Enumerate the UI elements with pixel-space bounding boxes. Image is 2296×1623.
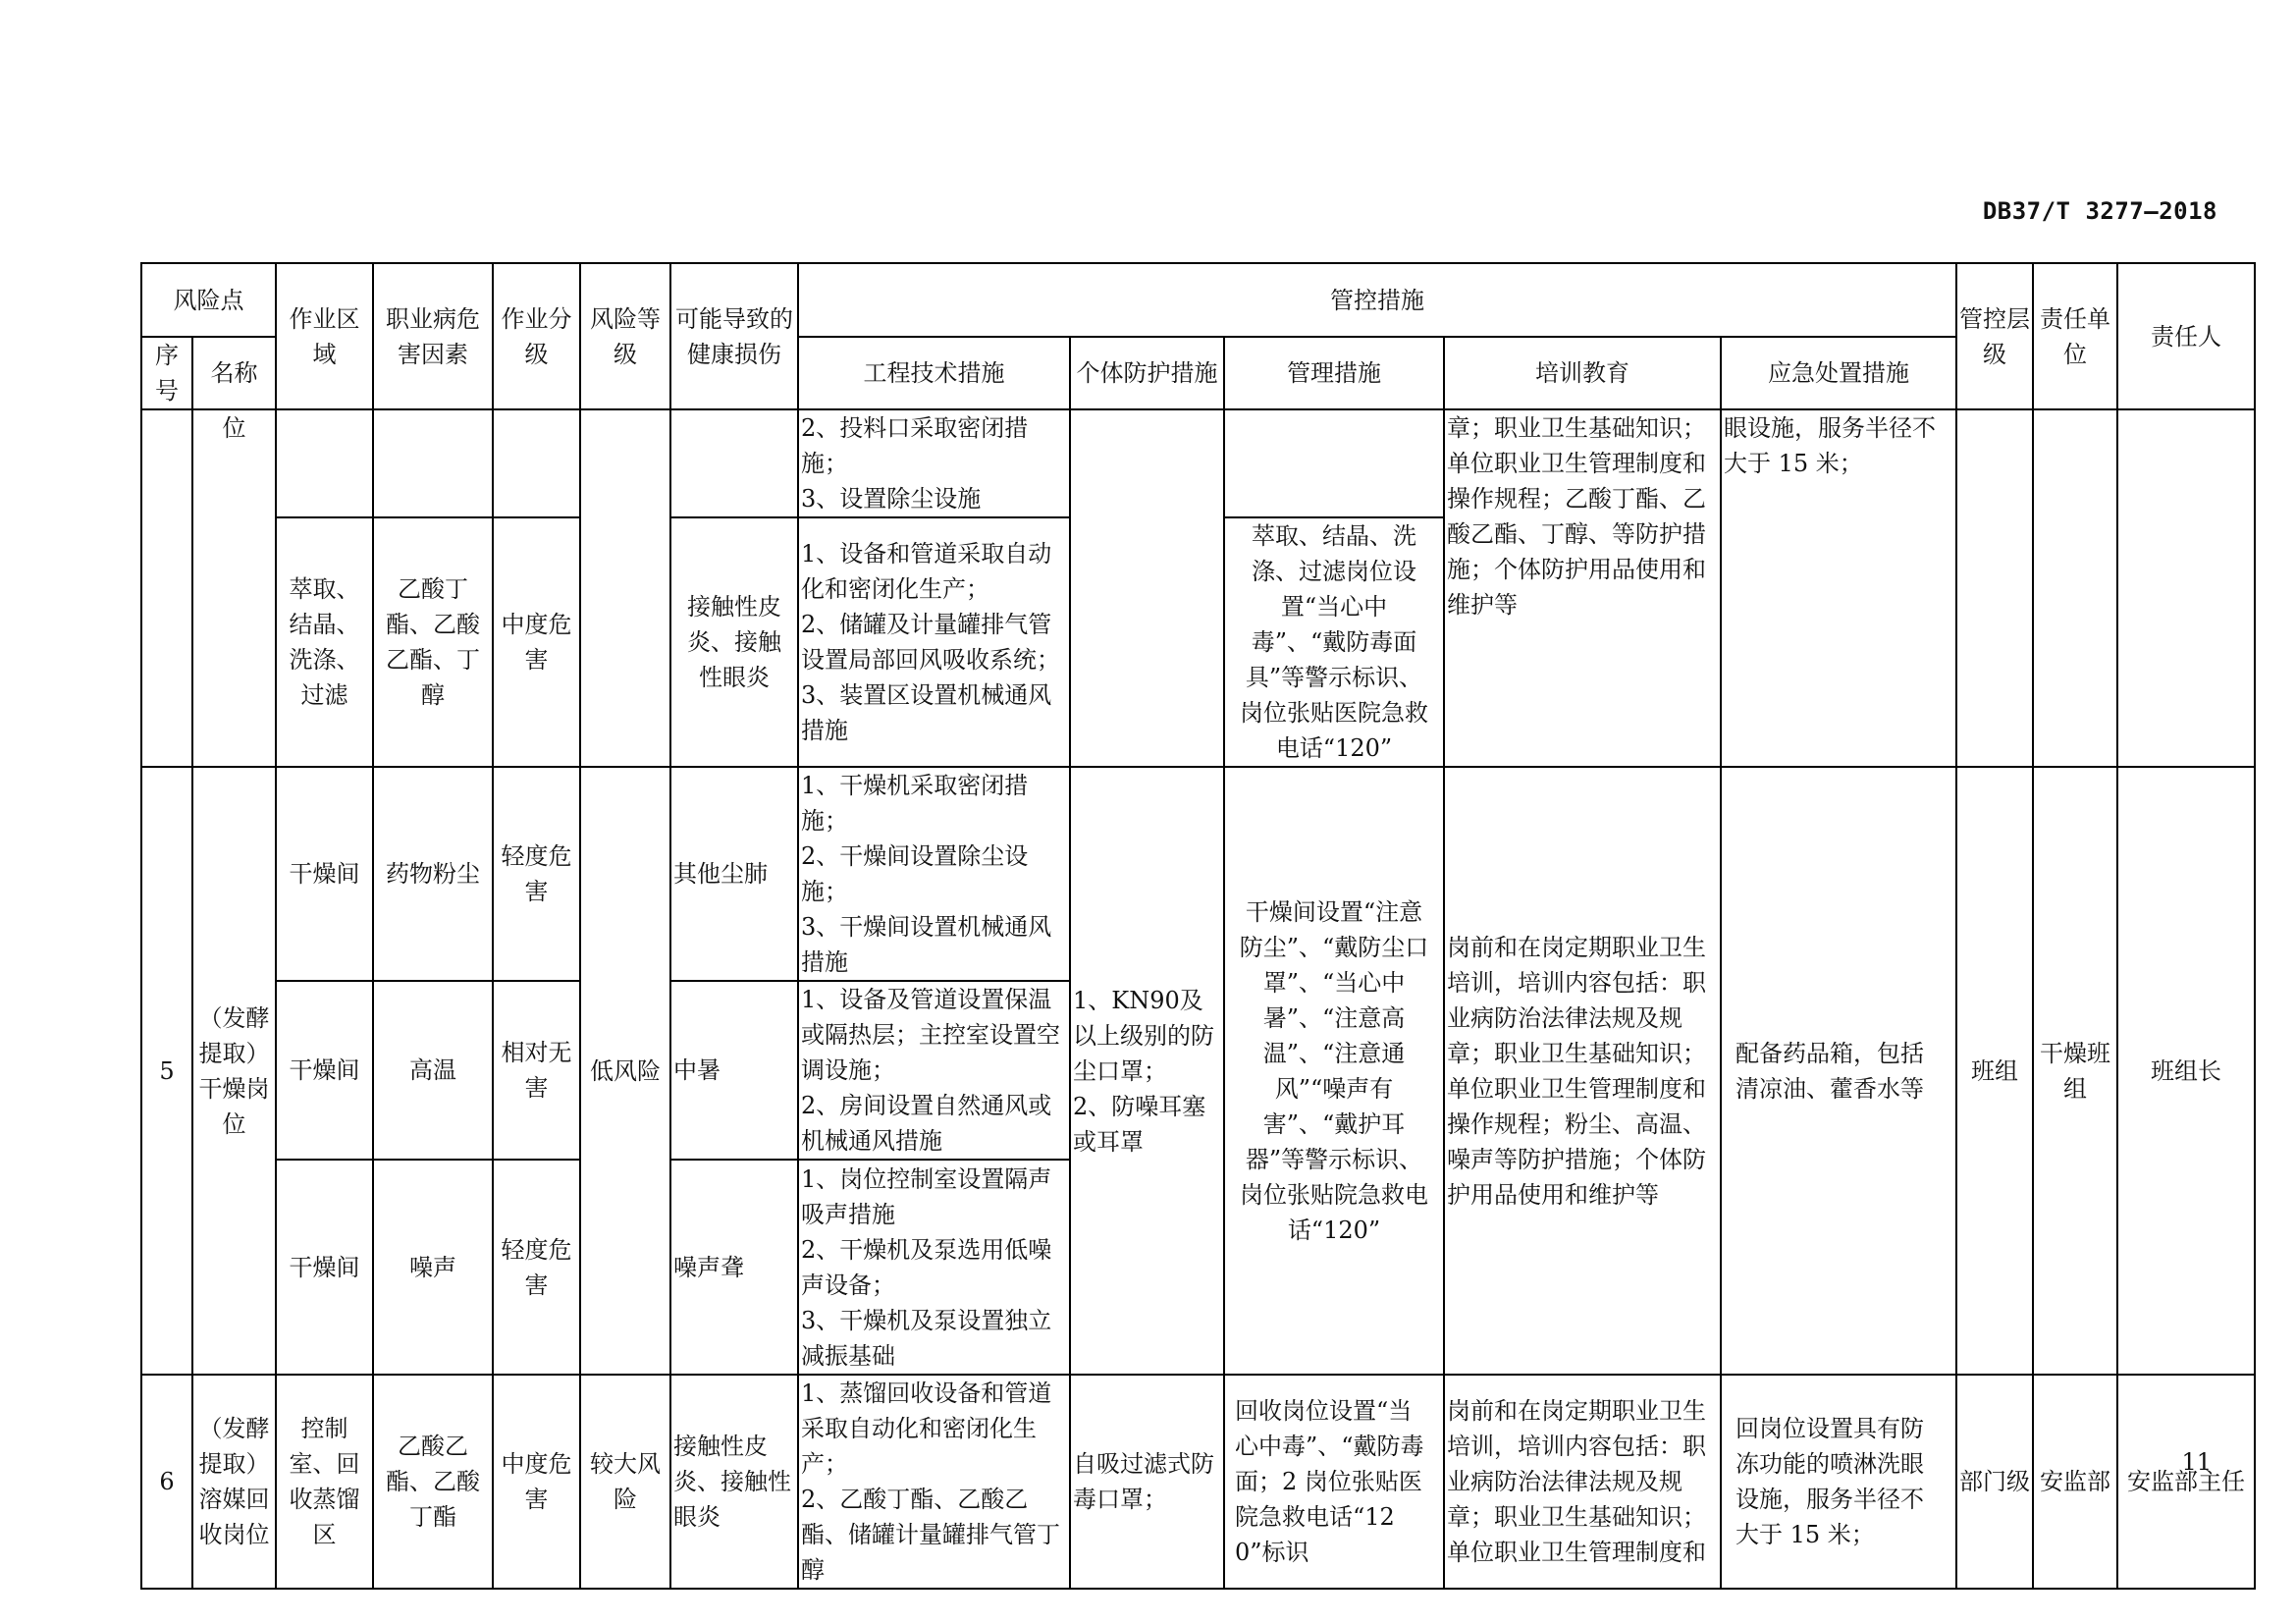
- cont-management-2: 萃取、结晶、洗涤、过滤岗位设置“当心中毒”、“戴防毒面具”等警示标识、岗位张贴医院急救电话“120”: [1224, 517, 1444, 767]
- cont-engineering-2: 1、设备和管道采取自动化和密闭化生产； 2、储罐及计量罐排气管设置局部回风吸收系统； 3、装置区设置机械通风措施: [798, 517, 1070, 767]
- cont-name: 位: [192, 409, 276, 767]
- cont-seq: [141, 409, 192, 767]
- document-number: DB37/T 3277—2018: [1982, 197, 2217, 225]
- block6-damage: 接触性皮炎、接触性眼炎: [670, 1375, 798, 1589]
- block5-grade-3: 轻度危害: [493, 1160, 580, 1375]
- cont-hazard: [373, 409, 493, 517]
- block5-emergency: 配备药品箱，包括清凉油、藿香水等: [1721, 767, 1956, 1375]
- cont-grade: [493, 409, 580, 517]
- block6-management: 回收岗位设置“当心中毒”、“戴防毒面；2 岗位张贴医院急救电话“120”标识: [1224, 1375, 1444, 1589]
- block6-training: 岗前和在岗定期职业卫生培训，培训内容包括：职业病防治法律法规及规章；职业卫生基础知识；单位职业卫生管理制度和: [1444, 1375, 1721, 1589]
- cont-unit: [2033, 409, 2117, 767]
- cont-damage-2: 接触性皮炎、接触性眼炎: [670, 517, 798, 767]
- block5-management: 干燥间设置“注意防尘”、“戴防尘口罩”、“当心中暑”、“注意高温”、“注意通风”“噪声有害”、“戴护耳器”等警示标识、岗位张贴院急救电话“120”: [1224, 767, 1444, 1375]
- header-risk-level: 风险等级: [580, 263, 670, 409]
- header-name: 名称: [192, 337, 276, 409]
- block5-ppe: 1、KN90及以上级别的防尘口罩； 2、防噪耳塞或耳罩: [1070, 767, 1224, 1375]
- header-grade: 作业分级: [493, 263, 580, 409]
- cont-grade-2: 中度危害: [493, 517, 580, 767]
- block6-person: 安监部主任: [2117, 1375, 2255, 1589]
- block5-person: 班组长: [2117, 767, 2255, 1375]
- block5-damage-2: 中暑: [670, 981, 798, 1160]
- block5-hazard-1: 药物粉尘: [373, 767, 493, 981]
- cont-management-1: [1224, 409, 1444, 517]
- block5-damage-3: 噪声聋: [670, 1160, 798, 1375]
- block5-seq: 5: [141, 767, 192, 1375]
- block6-hazard: 乙酸乙酯、乙酸丁酯: [373, 1375, 493, 1589]
- block6-name: （发酵提取）溶媒回收岗位: [192, 1375, 276, 1589]
- cont-ppe: [1070, 409, 1224, 767]
- block5-grade-2: 相对无害: [493, 981, 580, 1160]
- block6-seq: 6: [141, 1375, 192, 1589]
- cont-risk-level: [580, 409, 670, 767]
- header-training: 培训教育: [1444, 337, 1721, 409]
- risk-control-table: [140, 262, 2256, 1590]
- block5-name: （发酵提取）干燥岗位: [192, 767, 276, 1375]
- page-number: 11: [2181, 1448, 2212, 1476]
- header-area: 作业区域: [276, 263, 373, 409]
- cont-damage: [670, 409, 798, 517]
- block6-unit: 安监部: [2033, 1375, 2117, 1589]
- block5-engineering-3: 1、岗位控制室设置隔声吸声措施 2、干燥机及泵选用低噪声设备； 3、干燥机及泵设置独立减振基础: [798, 1160, 1070, 1375]
- header-hazard: 职业病危害因素: [373, 263, 493, 409]
- header-person: 责任人: [2117, 263, 2255, 409]
- block5-training: 岗前和在岗定期职业卫生培训，培训内容包括：职业病防治法律法规及规章；职业卫生基础知识；单位职业卫生管理制度和操作规程；粉尘、高温、噪声等防护措施；个体防护用品使用和维护等: [1444, 767, 1721, 1375]
- block5-engineering-1: 1、干燥机采取密闭措施； 2、干燥间设置除尘设施； 3、干燥间设置机械通风措施: [798, 767, 1070, 981]
- block6-risk-level: 较大风险: [580, 1375, 670, 1589]
- block5-area-1: 干燥间: [276, 767, 373, 981]
- block6-grade: 中度危害: [493, 1375, 580, 1589]
- block6-engineering: 1、蒸馏回收设备和管道采取自动化和密闭化生产； 2、乙酸丁酯、乙酸乙酯、储罐计量罐排气管丁醇: [798, 1375, 1070, 1589]
- cont-hazard-2: 乙酸丁酯、乙酸乙酯、丁醇: [373, 517, 493, 767]
- cont-area-2: 萃取、结晶、洗涤、过滤: [276, 517, 373, 767]
- cont-area: [276, 409, 373, 517]
- header-control-measures: 管控措施: [798, 263, 1956, 337]
- block5-control-level: 班组: [1956, 767, 2033, 1375]
- cont-engineering-1: 2、投料口采取密闭措施； 3、设置除尘设施: [798, 409, 1070, 517]
- block5-unit: 干燥班组: [2033, 767, 2117, 1375]
- block5-hazard-3: 噪声: [373, 1160, 493, 1375]
- block5-hazard-2: 高温: [373, 981, 493, 1160]
- cont-emergency: 眼设施，服务半径不大于 15 米；: [1721, 409, 1956, 767]
- block5-engineering-2: 1、设备及管道设置保温或隔热层；主控室设置空调设施； 2、房间设置自然通风或机械通风措施: [798, 981, 1070, 1160]
- header-engineering: 工程技术措施: [798, 337, 1070, 409]
- cont-control-level: [1956, 409, 2033, 767]
- block5-area-2: 干燥间: [276, 981, 373, 1160]
- header-unit: 责任单位: [2033, 263, 2117, 409]
- block6-area: 控制室、回收蒸馏区: [276, 1375, 373, 1589]
- block5-risk-level: 低风险: [580, 767, 670, 1375]
- block6-control-level: 部门级: [1956, 1375, 2033, 1589]
- cont-training: 章；职业卫生基础知识；单位职业卫生管理制度和操作规程；乙酸丁酯、乙酸乙酯、丁醇、等防护措施；个体防护用品使用和维护等: [1444, 409, 1721, 767]
- block5-area-3: 干燥间: [276, 1160, 373, 1375]
- cont-person: [2117, 409, 2255, 767]
- header-management: 管理措施: [1224, 337, 1444, 409]
- header-risk-point: 风险点: [141, 263, 276, 337]
- block6-ppe: 自吸过滤式防毒口罩；: [1070, 1375, 1224, 1589]
- header-control-level: 管控层级: [1956, 263, 2033, 409]
- header-damage: 可能导致的健康损伤: [670, 263, 798, 409]
- header-ppe: 个体防护措施: [1070, 337, 1224, 409]
- block5-grade-1: 轻度危害: [493, 767, 580, 981]
- block5-damage-1: 其他尘肺: [670, 767, 798, 981]
- header-seq: 序号: [141, 337, 192, 409]
- header-emergency: 应急处置措施: [1721, 337, 1956, 409]
- block6-emergency: 回岗位设置具有防冻功能的喷淋洗眼设施，服务半径不大于 15 米；: [1721, 1375, 1956, 1589]
